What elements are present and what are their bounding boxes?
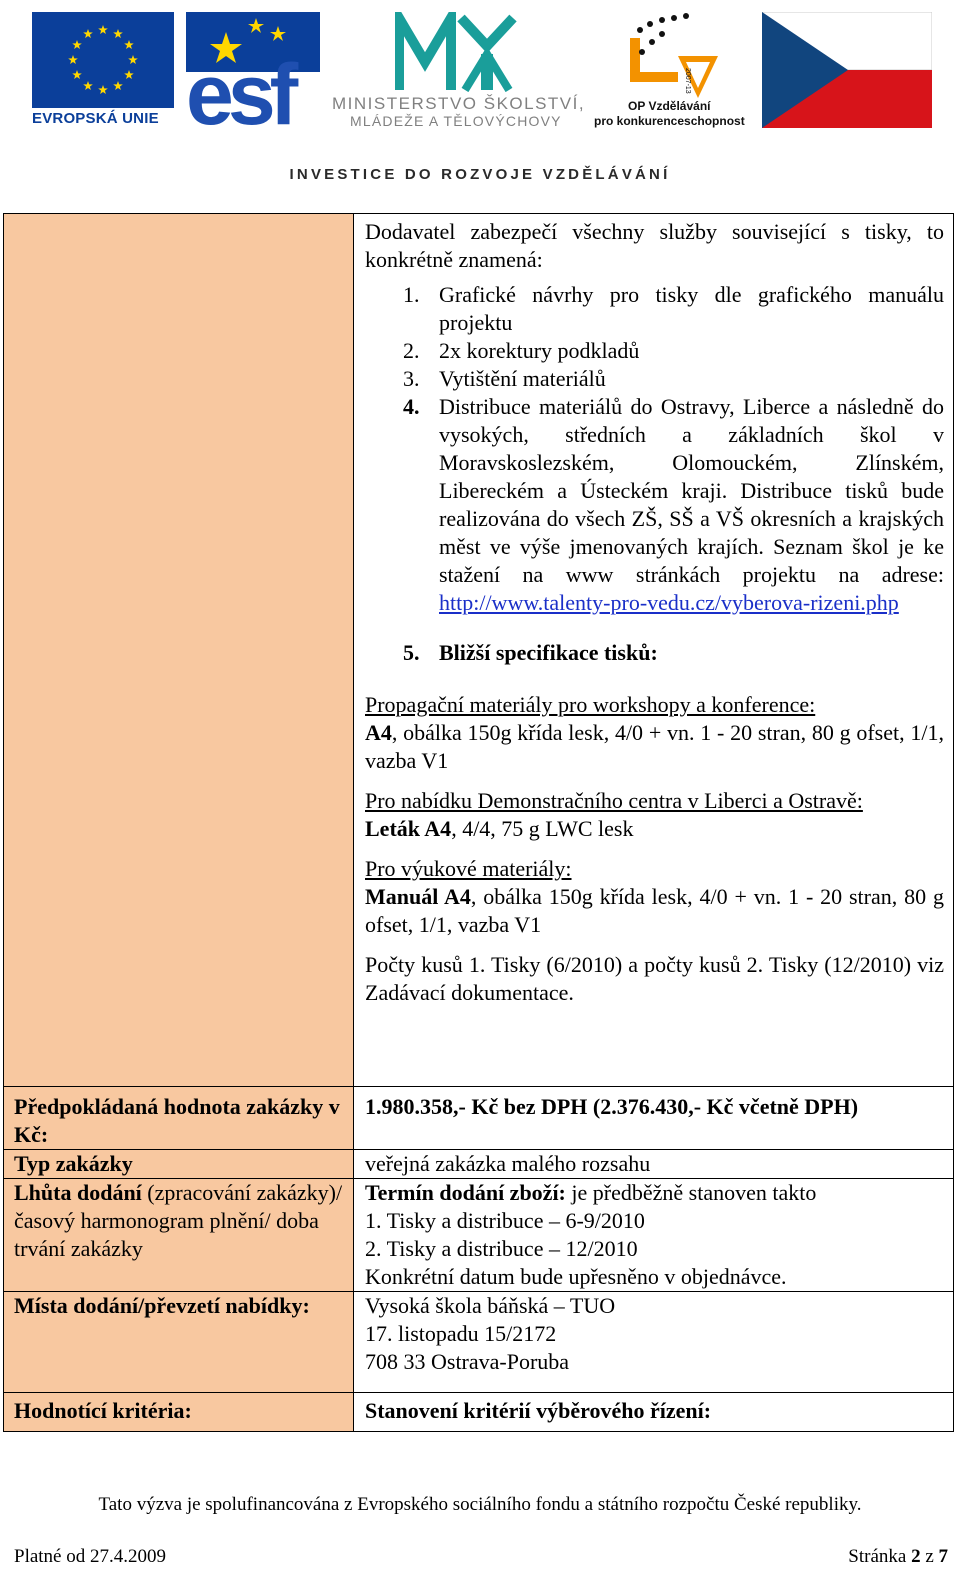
services-list bbox=[403, 281, 944, 667]
services-label-cell bbox=[4, 214, 354, 1087]
address-line: 708 33 Ostrava-Poruba bbox=[365, 1349, 570, 1374]
table-row-value bbox=[4, 1087, 954, 1150]
cofinancing-note: Tato výzva je spolufinancována z Evropského sociálního fondu a státního rozpočtu České republiky. bbox=[98, 1494, 862, 1515]
list-item-number: 2. bbox=[403, 338, 420, 363]
place-cell bbox=[354, 1292, 954, 1393]
address-line: 17. listopadu 15/2172 bbox=[365, 1321, 557, 1346]
distribution-text: Distribuce materiálů do Ostravy, Liberce a následně do vysokých, středních a základních škol v Moravskoslezském, Olomouckém, Zlínském, Libereckém a Ústeckém kraji. Distribuce tisků bude realizována do všech ZŠ, SŠ a VŠ okresních a krajských měst ve výše jmenovaných krajích. Seznam škol je ke stažení na www stránkách projektu na adrese: bbox=[439, 394, 944, 587]
op-line1: OP Vzdělávání bbox=[628, 99, 711, 113]
spec-block bbox=[365, 787, 944, 843]
list-item-text: 2x korektury podkladů bbox=[439, 338, 640, 363]
valid-from: Platné od 27.4.2009 bbox=[14, 1546, 166, 1567]
spec-heading: Propagační materiály pro workshopy a konference: bbox=[365, 692, 816, 717]
list-item bbox=[403, 393, 944, 617]
counts-note: Počty kusů 1. Tisky (6/2010) a počty kusů 2. Tisky (12/2010) viz Zadávací dokumentace. bbox=[365, 952, 944, 1005]
eu-flag-logo bbox=[32, 12, 174, 108]
table-row-deadline bbox=[4, 1179, 954, 1292]
op-vzdelavani-logo bbox=[622, 12, 722, 102]
list-item-text: Vytištění materiálů bbox=[439, 366, 606, 391]
deadline-line: 2. Tisky a distribuce – 12/2010 bbox=[365, 1236, 638, 1261]
spec-text: Manuál A4, obálka 150g křída lesk, 4/0 + vn. 1 - 20 stran, 80 g ofset, 1/1, vazba V1 bbox=[365, 884, 944, 937]
msmt-line1: MINISTERSTVO ŠKOLSTVÍ, bbox=[332, 94, 586, 113]
list-item bbox=[403, 337, 944, 365]
op-line2: pro konkurenceschopnost bbox=[594, 114, 745, 128]
list-item-number: 4. bbox=[403, 394, 420, 419]
deadline-cell: Termín dodání zboží: je předběžně stanoven takto 1. Tisky a distribuce – 6-9/2010 2. Tisky a distribuce – 12/2010 Konkrétní datum bude upřesněno v objednávce. bbox=[354, 1179, 954, 1292]
services-content-cell bbox=[354, 214, 954, 1087]
type-label: Typ zakázky bbox=[4, 1150, 354, 1179]
list-item-text: Grafické návrhy pro tisky dle grafického manuálu projektu bbox=[439, 282, 944, 335]
spec-block bbox=[365, 691, 944, 775]
msmt-line2: MLÁDEŽE A TĚLOVÝCHOVY bbox=[350, 113, 562, 129]
table-row-services bbox=[4, 214, 954, 1087]
spec-heading: Pro nabídku Demonstračního centra v Liberci a Ostravě: bbox=[365, 788, 863, 813]
type-cell: veřejná zakázka malého rozsahu bbox=[354, 1150, 954, 1179]
deadline-line: Konkrétní datum bude upřesněno v objednávce. bbox=[365, 1264, 787, 1289]
tender-link[interactable]: http://www.talenty-pro-vedu.cz/vyberova-rizeni.php bbox=[439, 590, 899, 615]
table-row-type bbox=[4, 1150, 954, 1179]
list-item-text bbox=[439, 393, 944, 617]
list-item-number: 3. bbox=[403, 366, 420, 391]
esf-logo bbox=[186, 12, 320, 128]
criteria-label: Hodnotící kritéria: bbox=[4, 1393, 354, 1432]
eu-logo-label: EVROPSKÁ UNIE bbox=[32, 110, 159, 127]
address-line: Vysoká škola báňská – TUO bbox=[365, 1293, 616, 1318]
esf-wordmark: esf bbox=[186, 47, 293, 128]
spec-text: A4, obálka 150g křída lesk, 4/0 + vn. 1 - 20 stran, 80 g ofset, 1/1, vazba V1 bbox=[365, 720, 944, 773]
investment-tagline: INVESTICE DO ROZVOJE VZDĚLÁVÁNÍ bbox=[289, 166, 671, 183]
list-item bbox=[403, 281, 944, 337]
header-logos bbox=[0, 0, 960, 200]
list-item-text: Bližší specifikace tisků: bbox=[439, 640, 658, 665]
spec-text: Leták A4, 4/4, 75 g LWC lesk bbox=[365, 816, 634, 841]
msmt-mark-logo bbox=[395, 12, 525, 92]
list-item bbox=[403, 365, 944, 393]
services-intro: Dodavatel zabezpečí všechny služby související s tisky, to konkrétně znamená: bbox=[365, 219, 944, 272]
list-item bbox=[403, 639, 944, 667]
list-item-number: 5. bbox=[403, 640, 420, 665]
spec-block bbox=[365, 855, 944, 939]
deadline-line: 1. Tisky a distribuce – 6-9/2010 bbox=[365, 1208, 645, 1233]
table-row-place bbox=[4, 1292, 954, 1393]
spec-heading: Pro výukové materiály: bbox=[365, 856, 572, 881]
table-row-criteria bbox=[4, 1393, 954, 1432]
value-label: Předpokládaná hodnota zakázky v Kč: bbox=[4, 1087, 354, 1150]
criteria-cell: Stanovení kritérií výběrového řízení: bbox=[354, 1393, 954, 1432]
list-item-number: 1. bbox=[403, 282, 420, 307]
place-label: Místa dodání/převzetí nabídky: bbox=[4, 1292, 354, 1393]
tender-table bbox=[3, 213, 954, 1432]
czech-flag-logo bbox=[762, 12, 932, 128]
page-number: Stránka 2 z 7 bbox=[848, 1546, 948, 1567]
op-badge-text: 2007-13 bbox=[684, 68, 691, 94]
deadline-label: Lhůta dodání (zpracování zakázky)/ časový harmonogram plnění/ doba trvání zakázky bbox=[4, 1179, 354, 1292]
value-cell: 1.980.358,- Kč bez DPH (2.376.430,- Kč včetně DPH) bbox=[354, 1087, 954, 1150]
